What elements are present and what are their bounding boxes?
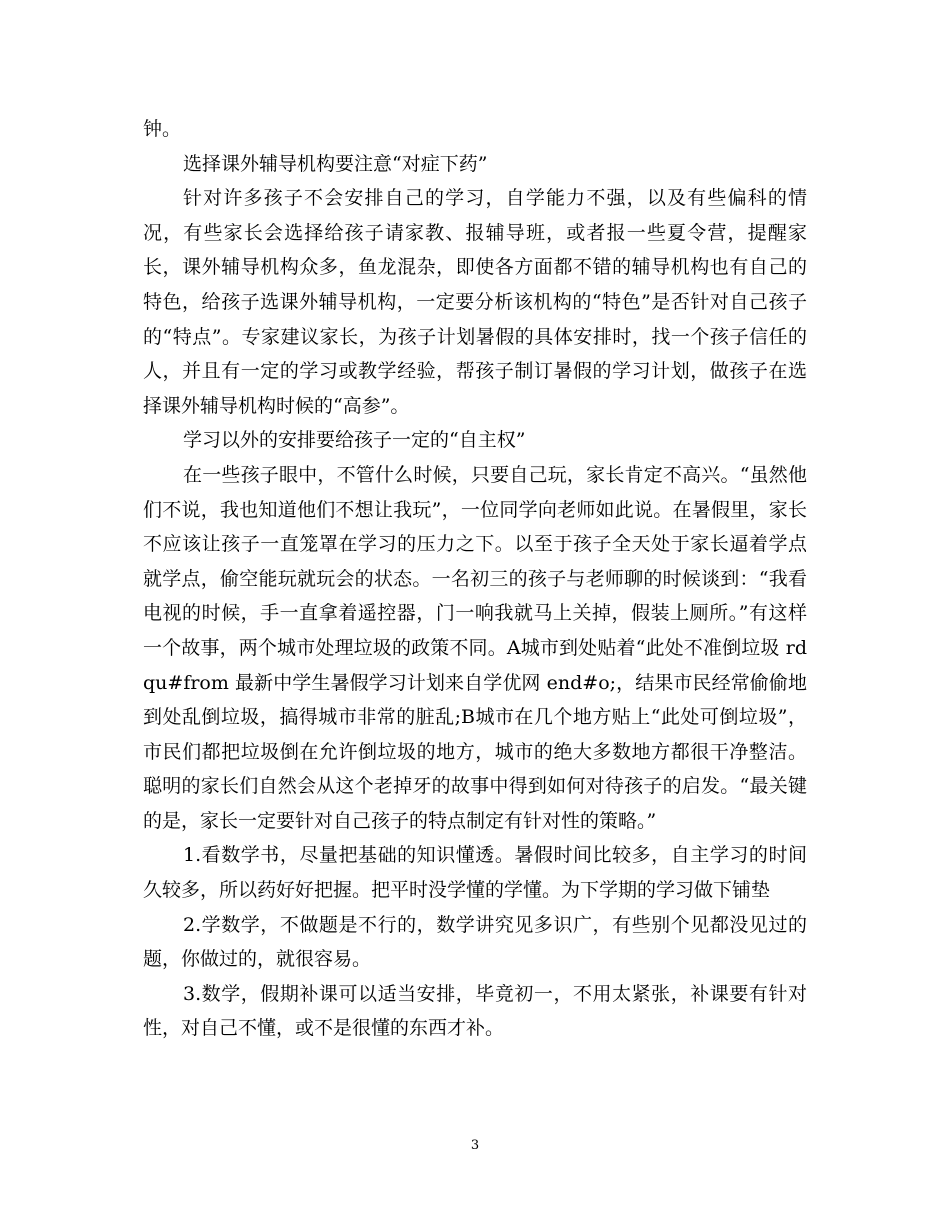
- section-heading-tutoring-choice: 选择课外辅导机构要注意“对症下药”: [183, 152, 488, 175]
- list-item-2: 2.学数学，不做题是不行的，数学讲究见多识广，有些别个见都没见过的题，你做过的，就很容易。: [143, 913, 807, 971]
- page-number: 3: [470, 1138, 480, 1153]
- document-body: [143, 112, 807, 1046]
- paragraph-continuation: 钟。: [143, 118, 182, 140]
- list-item-3: 3.数学，假期补课可以适当安排，毕竟初一，不用太紧张，补课要有针对性，对自己不懂，或不是很懂的东西才补。: [143, 982, 807, 1040]
- list-item-1: 1.看数学书，尽量把基础的知识懂透。暑假时间比较多，自主学习的时间久较多，所以药好好把握。把平时没学懂的学懂。为下学期的学习做下铺垫: [143, 844, 807, 902]
- paragraph-autonomy-story: 在一些孩子眼中，不管什么时候，只要自己玩，家长肯定不高兴。“虽然他们不说，我也知道他们不想让我玩”，一位同学向老师如此说。在暑假里，家长不应该让孩子一直笼罩在学习的压力之下。以至于孩子全天处于家长逼着学点就学点，偷空能玩就玩会的状态。一名初三的孩子与老师聊的时候谈到：“我看电视的时候，手一直拿着遥控器，门一响我就马上关掉，假装上厕所。”有这样一个故事，两个城市处理垃圾的政策不同。A城市到处贴着“此处不准倒垃圾 rdqu#from 最新中学生暑假学习计划来自学优网 end#o;，结果市民经常偷偷地到处乱倒垃圾，搞得城市非常的脏乱;B城市在几个地方贴上“此处可倒垃圾”，市民们都把垃圾倒在允许倒垃圾的地方，城市的绝大多数地方都很干净整洁。聪明的家长们自然会从这个老掉牙的故事中得到如何对待孩子的启发。“最关键的是，家长一定要针对自己孩子的特点制定有针对性的策略。”: [143, 463, 807, 832]
- paragraph-tutoring-advice: 针对许多孩子不会安排自己的学习，自学能力不强，以及有些偏科的情况，有些家长会选择给孩子请家教、报辅导班，或者报一些夏令营，提醒家长，课外辅导机构众多，鱼龙混杂，即使各方面都不错的辅导机构也有自己的特色，给孩子选课外辅导机构，一定要分析该机构的“特色”是否针对自己孩子的“特点”。专家建议家长，为孩子计划暑假的具体安排时，找一个孩子信任的人，并且有一定的学习或教学经验，帮孩子制订暑假的学习计划，做孩子在选择课外辅导机构时候的“高参”。: [143, 187, 807, 417]
- section-heading-autonomy: 学习以外的安排要给孩子一定的“自主权”: [183, 429, 526, 452]
